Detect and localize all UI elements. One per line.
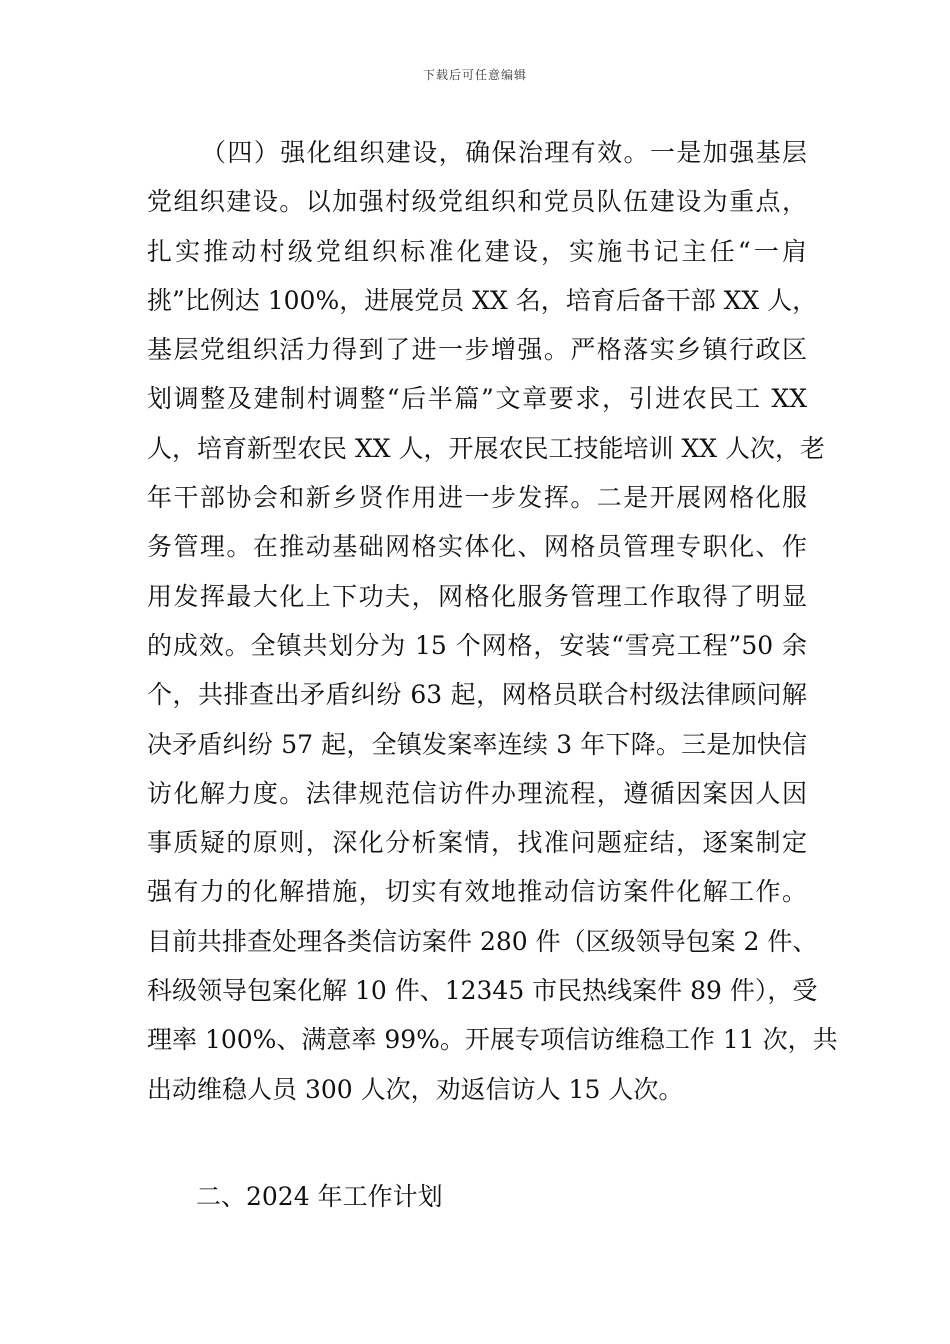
- paragraph-line: 强有力的化解措施，切实有效地推动信访案件化解工作。: [147, 877, 807, 907]
- paragraph-line: 党组织建设。以加强村级党组织和党员队伍建设为重点，: [147, 187, 807, 217]
- paragraph-line: 个，共排查出矛盾纠纷 63 起，网格员联合村级法律顾问解: [147, 680, 807, 710]
- paragraph-line: 的成效。全镇共划分为 15 个网格，安装“雪亮工程”50 余: [147, 630, 807, 660]
- paragraph-line: 划调整及建制村调整“后半篇”文章要求，引进农民工 XX: [147, 384, 807, 414]
- page-header: 下载后可任意编辑: [422, 68, 527, 82]
- paragraph-line: 访化解力度。法律规范信访件办理流程，遵循因案因人因: [147, 778, 807, 808]
- paragraph-line: 目前共排查处理各类信访案件 280 件（区级领导包案 2 件、: [147, 926, 818, 956]
- section-heading: 二、2024 年工作计划: [196, 1182, 443, 1211]
- paragraph-line: 科级领导包案化解 10 件、12345 市民热线案件 89 件），受: [147, 976, 818, 1006]
- paragraph-line: （四）强化组织建设，确保治理有效。一是加强基层: [201, 138, 807, 167]
- paragraph-line: 务管理。在推动基础网格实体化、网格员管理专职化、作: [147, 532, 807, 562]
- paragraph-line: 决矛盾纠纷 57 起，全镇发案率连续 3 年下降。三是加快信: [147, 729, 807, 759]
- paragraph-line: 理率 100%、满意率 99%。开展专项信访维稳工作 11 次，共: [147, 1025, 838, 1055]
- paragraph-line: 年干部协会和新乡贤作用进一步发挥。二是开展网格化服: [147, 483, 807, 513]
- paragraph-line: 出动维稳人员 300 人次，劝返信访人 15 人次。: [147, 1074, 684, 1104]
- paragraph-line: 基层党组织活力得到了进一步增强。严格落实乡镇行政区: [147, 335, 807, 365]
- paragraph-line: 扎实推动村级党组织标准化建设，实施书记主任“一肩: [147, 236, 807, 266]
- body-paragraph: [147, 128, 838, 1114]
- paragraph-line: 人，培育新型农民 XX 人，开展农民工技能培训 XX 人次，老: [147, 433, 825, 463]
- paragraph-line: 事质疑的原则，深化分析案情，找准问题症结，逐案制定: [147, 828, 807, 858]
- paragraph-line: 用发挥最大化上下功夫，网格化服务管理工作取得了明显: [147, 581, 807, 611]
- paragraph-line: 挑”比例达 100%，进展党员 XX 名，培育后备干部 XX 人，: [147, 285, 818, 315]
